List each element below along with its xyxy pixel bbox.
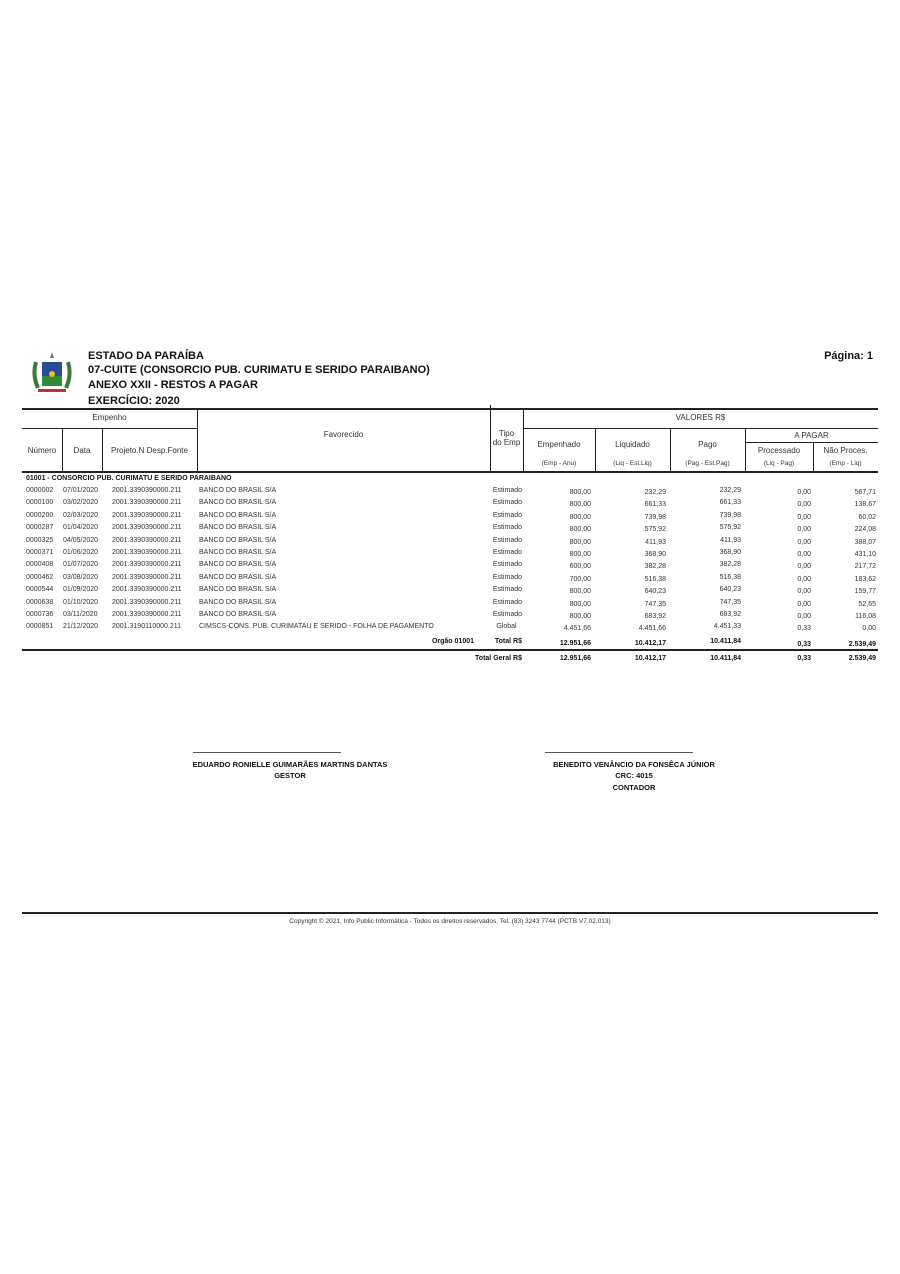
row-data: 21/12/2020 — [63, 623, 99, 631]
grand-liquidado: 10.412,17 — [634, 655, 666, 662]
signer-right-name: BENEDITO VENÂNCIO DA FONSÊCA JÚNIOR — [553, 760, 715, 769]
row-nao-proc: 116,08 — [855, 613, 876, 620]
orgao-total-label: Total R$ — [494, 638, 522, 645]
copyright-footer: Copyright © 2021, Info Public Informática - Todos os direitos reservados. Tel. (83) 3243 7744 (PCTB V7.02.013) — [289, 918, 611, 925]
row-tipo: Estimado — [492, 524, 522, 532]
orgao-liquidado: 10.412,17 — [634, 640, 666, 647]
row-data: 04/05/2020 — [63, 536, 99, 544]
row-pago: 739,98 — [719, 511, 741, 519]
row-pago: 575,92 — [719, 524, 741, 532]
row-liquidado: 661,33 — [644, 501, 666, 509]
row-processado: 0,00 — [797, 613, 811, 620]
col-favorecido: Favorecido — [323, 430, 364, 439]
row-favorecido: BANCO DO BRASIL S/A — [199, 487, 277, 494]
orgao-nao-proc: 2.539,49 — [848, 641, 876, 648]
col-group-valores: VALORES R$ — [675, 413, 726, 422]
row-processado: 0,00 — [797, 588, 811, 596]
row-favorecido: CIMSCS-CONS. PUB. CURIMATAU E SERIDO - FOLHA DE PAGAMENTO — [199, 623, 434, 631]
row-empenhado: 800,00 — [569, 501, 591, 509]
row-empenhado: 800,00 — [569, 588, 591, 596]
row-projeto: 2001.3390390000.211 — [112, 511, 182, 519]
row-projeto: 2001.3390390000.211 — [112, 524, 182, 532]
col-numero: Número — [27, 446, 57, 455]
row-pago: 4.451,33 — [713, 623, 741, 631]
signature-line-right — [545, 752, 693, 753]
col-liquidado-sub: (Liq - Est.Liq) — [613, 460, 652, 467]
row-tipo: Estimado — [492, 573, 522, 581]
col-data: Data — [73, 446, 91, 455]
row-numero: 0000002 — [26, 487, 54, 494]
col-liquidado: Liquidado — [615, 440, 650, 449]
row-numero: 0000638 — [26, 598, 54, 606]
col-group-empenho: Empenho — [92, 413, 127, 422]
signature-line-left — [193, 752, 341, 753]
row-nao-proc: 431,10 — [854, 551, 876, 558]
col-pago: Pago — [698, 440, 717, 449]
row-data: 01/07/2020 — [63, 561, 99, 569]
row-empenhado: 4.451,66 — [563, 625, 591, 633]
row-processado: 0,00 — [797, 563, 811, 571]
row-liquidado: 382,28 — [644, 563, 666, 571]
row-favorecido: BANCO DO BRASIL S/A — [199, 611, 277, 618]
row-favorecido: BANCO DO BRASIL S/A — [199, 524, 277, 532]
row-empenhado: 800,00 — [569, 600, 591, 608]
row-numero: 0000462 — [26, 573, 54, 581]
row-numero: 0000100 — [26, 499, 54, 507]
row-data: 03/08/2020 — [63, 573, 99, 581]
state-title: ESTADO DA PARAÍBA — [88, 350, 204, 362]
row-tipo: Estimado — [492, 561, 522, 569]
col-nao-proc-sub: (Emp - Liq) — [829, 460, 862, 467]
row-empenhado: 800,00 — [569, 513, 591, 521]
row-empenhado: 600,00 — [569, 563, 591, 571]
col-tipo-line2: do Emp — [492, 438, 521, 447]
row-projeto: 2001.3390390000.211 — [112, 499, 182, 507]
row-nao-proc: 183,62 — [854, 575, 876, 583]
row-liquidado: 368,90 — [644, 551, 666, 558]
col-processado: Processado — [757, 446, 801, 455]
row-tipo: Estimado — [492, 586, 522, 594]
row-tipo: Global — [496, 623, 517, 631]
row-projeto: 2001.3390390000.211 — [112, 536, 182, 544]
row-processado: 0,00 — [797, 600, 811, 608]
orgao-pago: 10.411,84 — [710, 638, 741, 645]
row-liquidado: 411,93 — [645, 538, 666, 546]
row-processado: 0,00 — [797, 489, 811, 496]
row-data: 01/09/2020 — [63, 586, 99, 594]
row-pago: 640,23 — [719, 586, 741, 594]
row-nao-proc: 224,08 — [854, 526, 876, 534]
grand-processado: 0,33 — [797, 655, 811, 662]
row-processado: 0,00 — [797, 538, 811, 546]
row-empenhado: 800,00 — [569, 613, 591, 620]
row-favorecido: BANCO DO BRASIL S/A — [199, 511, 277, 519]
col-pago-sub: (Pag - Est.Pag) — [685, 460, 730, 467]
orgao-label: Orgão 01001 — [431, 638, 474, 645]
row-projeto: 2001.3390390000.211 — [112, 561, 182, 569]
row-nao-proc: 388,07 — [854, 538, 876, 546]
row-tipo: Estimado — [492, 611, 522, 618]
row-pago: 683,92 — [719, 611, 741, 618]
row-pago: 661,33 — [719, 499, 741, 507]
orgao-empenhado: 12.951,66 — [559, 640, 591, 647]
row-tipo: Estimado — [492, 549, 522, 556]
row-liquidado: 640,23 — [644, 588, 666, 596]
row-tipo: Estimado — [492, 536, 522, 544]
signer-left-name: EDUARDO RONIELLE GUIMARÃES MARTINS DANTAS — [192, 760, 388, 769]
row-projeto: 2001.3390390000.211 — [112, 549, 182, 556]
col-empenhado-sub: (Emp - Anu) — [541, 460, 577, 467]
row-liquidado: 575,92 — [644, 526, 666, 534]
row-favorecido: BANCO DO BRASIL S/A — [199, 561, 277, 569]
row-data: 03/02/2020 — [63, 499, 99, 507]
row-processado: 0,00 — [797, 501, 811, 509]
row-processado: 0,00 — [797, 575, 811, 583]
row-data: 02/03/2020 — [63, 511, 99, 519]
row-numero: 0000371 — [26, 549, 54, 556]
row-nao-proc: 138,67 — [854, 501, 876, 509]
row-data: 01/06/2020 — [63, 549, 99, 556]
row-favorecido: BANCO DO BRASIL S/A — [199, 598, 277, 606]
col-nao-proc: Não Proces. — [823, 446, 868, 455]
row-empenhado: 800,00 — [569, 551, 591, 558]
coat-of-arms-logo — [30, 350, 74, 396]
row-pago: 232,29 — [719, 487, 741, 494]
row-tipo: Estimado — [492, 511, 522, 519]
row-numero: 0000851 — [26, 623, 54, 631]
row-nao-proc: 0,00 — [862, 625, 876, 633]
row-liquidado: 516,38 — [644, 575, 666, 583]
row-processado: 0,00 — [797, 526, 811, 534]
row-tipo: Estimado — [492, 499, 522, 507]
signer-right-role: CONTADOR — [612, 783, 656, 792]
row-liquidado: 4.451,66 — [638, 625, 666, 633]
col-tipo-line1: Tipo — [498, 429, 515, 438]
row-liquidado: 747,35 — [644, 600, 666, 608]
row-favorecido: BANCO DO BRASIL S/A — [199, 536, 277, 544]
signer-left-role: GESTOR — [274, 771, 306, 780]
col-projeto: Projeto.N Desp.Fonte — [111, 446, 188, 455]
row-projeto: 2001.3390390000.211 — [112, 611, 182, 618]
grand-total-label: Total Geral R$ — [475, 655, 522, 662]
row-favorecido: BANCO DO BRASIL S/A — [199, 549, 277, 556]
row-pago: 368,90 — [719, 549, 741, 556]
entity-title: 07-CUITE (CONSORCIO PUB. CURIMATU E SERIDO PARAIBANO) — [88, 364, 430, 376]
row-nao-proc: 159,77 — [854, 588, 876, 596]
row-tipo: Estimado — [492, 487, 522, 494]
row-favorecido: BANCO DO BRASIL S/A — [199, 499, 277, 507]
signer-right-crc: CRC: 4015 — [615, 771, 653, 780]
row-nao-proc: 217,72 — [854, 563, 876, 571]
row-empenhado: 700,00 — [569, 575, 591, 583]
row-empenhado: 800,00 — [569, 489, 591, 496]
row-numero: 0000325 — [26, 536, 54, 544]
grand-pago: 10.411,84 — [710, 655, 741, 662]
row-projeto: 2001.3390390000.211 — [112, 487, 182, 494]
row-data: 03/11/2020 — [63, 611, 98, 618]
row-pago: 382,28 — [719, 561, 741, 569]
row-pago: 747,35 — [719, 598, 741, 606]
row-nao-proc: 60,02 — [858, 513, 876, 521]
page-number: Página: 1 — [824, 350, 873, 362]
row-projeto: 2001.3190110000.211 — [112, 623, 182, 631]
row-nao-proc: 52,65 — [858, 600, 876, 608]
row-numero: 0000200 — [26, 511, 54, 519]
row-processado: 0,00 — [797, 551, 811, 558]
row-pago: 411,93 — [720, 536, 741, 544]
col-group-a-pagar: A PAGAR — [794, 431, 829, 440]
row-favorecido: BANCO DO BRASIL S/A — [199, 573, 277, 581]
orgao-processado: 0,33 — [797, 641, 811, 648]
row-numero: 0000736 — [26, 611, 54, 618]
annex-title: ANEXO XXII - RESTOS A PAGAR — [88, 379, 258, 391]
row-projeto: 2001.3390390000.211 — [112, 598, 182, 606]
grand-empenhado: 12.951,66 — [559, 655, 591, 662]
row-empenhado: 800,00 — [569, 526, 591, 534]
row-data: 07/01/2020 — [63, 487, 99, 494]
col-processado-sub: (Liq - Pag) — [763, 460, 795, 467]
row-liquidado: 739,98 — [644, 513, 666, 521]
row-numero: 0000544 — [26, 586, 54, 594]
row-empenhado: 800,00 — [569, 538, 591, 546]
section-title: 01001 - CONSORCIO PUB. CURIMATU E SERIDO PARAIBANO — [26, 475, 232, 482]
col-empenhado: Empenhado — [537, 440, 581, 449]
grand-nao-proc: 2.539,49 — [848, 655, 876, 662]
row-favorecido: BANCO DO BRASIL S/A — [199, 586, 277, 594]
row-numero: 0000408 — [26, 561, 54, 569]
row-liquidado: 232,29 — [644, 489, 666, 496]
row-data: 01/10/2020 — [63, 598, 99, 606]
row-liquidado: 683,92 — [644, 613, 666, 620]
year-title: EXERCÍCIO: 2020 — [88, 395, 180, 407]
row-projeto: 2001.3390390000.211 — [112, 586, 182, 594]
row-pago: 516,38 — [719, 573, 741, 581]
row-tipo: Estimado — [492, 598, 522, 606]
row-nao-proc: 567,71 — [854, 489, 876, 496]
row-processado: 0,33 — [797, 625, 811, 633]
row-data: 01/04/2020 — [63, 524, 99, 532]
row-projeto: 2001.3390390000.211 — [112, 573, 182, 581]
row-processado: 0,00 — [797, 513, 811, 521]
row-numero: 0000287 — [26, 524, 54, 532]
